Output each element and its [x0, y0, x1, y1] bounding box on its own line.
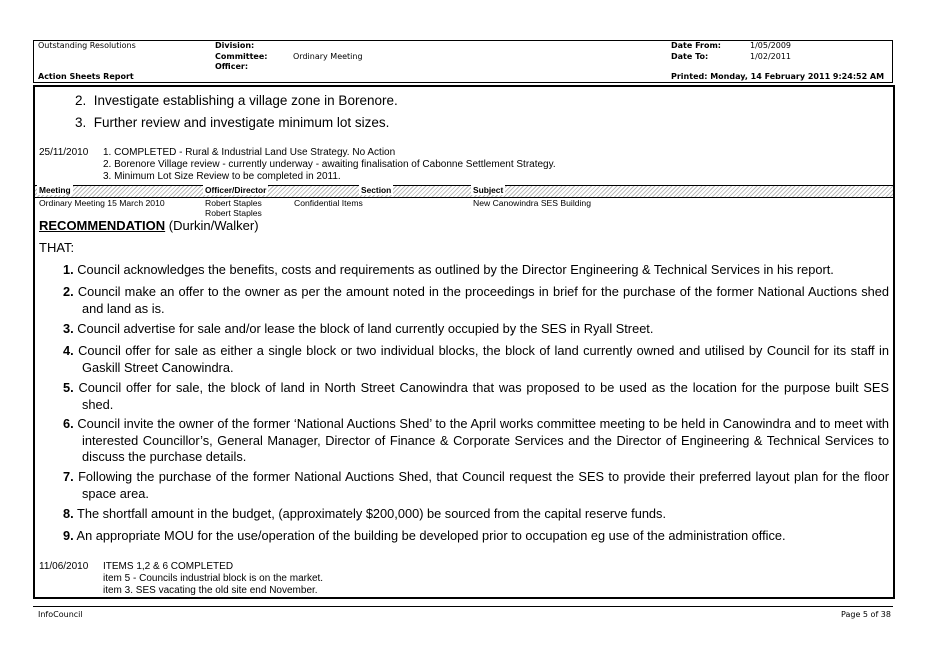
subject-cell: New Canowindra SES Building: [473, 198, 591, 208]
printed-value: Monday, 14 February 2011 9:24:52 AM: [710, 72, 885, 81]
footer-divider: [33, 606, 893, 607]
recommendation-item: 2. Council make an offer to the owner as per the amount noted in the proceedings in brief for the purchase of the former National Auctions shed and land as is.: [63, 284, 889, 316]
that-label: THAT:: [39, 240, 75, 255]
date-to-label: Date To:: [671, 52, 709, 61]
update-date: 25/11/2010: [39, 147, 89, 158]
update-line: 2. Borenore Village review - currently underway - awaiting finalisation of Cabonne Settlement Strategy.: [103, 159, 556, 170]
update-line: item 5 - Councils industrial block is on the market.: [103, 573, 324, 584]
page-number: Page 5 of 38: [841, 610, 891, 619]
recommendation-heading: RECOMMENDATION (Durkin/Walker): [39, 218, 259, 233]
recommendation-item: 9. An appropriate MOU for the use/operation of the building be developed prior to occupation eg use of the administration office.: [63, 528, 786, 543]
printed-label: Printed:: [671, 72, 708, 81]
officer-cell: Robert Staples: [205, 198, 262, 208]
update-line: item 3. SES vacating the old site end November.: [103, 585, 318, 596]
officer-label: Officer:: [215, 62, 249, 71]
meeting-table-header: [35, 185, 893, 198]
date-from-value: 1/05/2009: [750, 41, 792, 50]
division-label: Division:: [215, 41, 255, 50]
report-subtitle: Action Sheets Report: [38, 72, 134, 81]
section-cell: Confidential Items: [294, 198, 363, 208]
recommendation-item: 8. The shortfall amount in the budget, (approximately $200,000) be sourced from the capital reserve funds.: [63, 506, 667, 521]
update-line: 3. Minimum Lot Size Review to be completed in 2011.: [103, 171, 341, 182]
recommendation-item: 4. Council offer for sale as either a single block or two individual blocks, the block of land currently owned and utilised by Council for its staff in Gaskill Street Canowindra.: [63, 343, 889, 375]
update-line: ITEMS 1,2 & 6 COMPLETED: [103, 561, 234, 572]
printed-stamp: [671, 72, 884, 82]
officer-col-header: Officer/Director: [205, 185, 267, 195]
section-col-header: Section: [361, 185, 392, 195]
meeting-col-header: Meeting: [39, 185, 71, 195]
director-cell: Robert Staples: [205, 208, 262, 218]
date-from-label: Date From:: [671, 41, 722, 50]
recommendation-item: 1. Council acknowledges the benefits, costs and requirements as outlined by the Director Engineering & Technical Services in his report.: [63, 262, 834, 277]
recommendation-item: 6. Council invite the owner of the former ‘National Auctions Shed’ to the April works committee meeting to be held in Canowindra and to meet with interested Councillor’s, General Manager, Director of Finance & Corporate Services and the Director of Engineering & Technical Services to discuss the purchase details.: [63, 416, 889, 464]
recommendation-item: 7. Following the purchase of the former National Auctions Shed, that Council request the SES to provide their preferred layout plan for the floor space area.: [63, 469, 889, 501]
recommendation-item: 5. Council offer for sale, the block of land in North Street Canowindra that was proposed to be used as the location for the purpose built SES shed.: [63, 380, 889, 412]
committee-value: Ordinary Meeting: [293, 52, 363, 61]
report-title: Outstanding Resolutions: [38, 41, 136, 50]
meeting-cell: Ordinary Meeting 15 March 2010: [39, 198, 165, 208]
list-item: 2. Investigate establishing a village zone in Borenore.: [75, 93, 398, 108]
list-item: 3. Further review and investigate minimum lot sizes.: [75, 115, 390, 130]
date-to-value: 1/02/2011: [750, 52, 792, 61]
update-line: 1. COMPLETED - Rural & Industrial Land Use Strategy. No Action: [103, 147, 396, 158]
footer-app-name: InfoCouncil: [38, 610, 83, 619]
subject-col-header: Subject: [473, 185, 504, 195]
update-date: 11/06/2010: [39, 561, 89, 572]
committee-label: Committee:: [215, 52, 268, 61]
recommendation-item: 3. Council advertise for sale and/or lease the block of land currently occupied by the SES in Ryall Street.: [63, 321, 654, 336]
